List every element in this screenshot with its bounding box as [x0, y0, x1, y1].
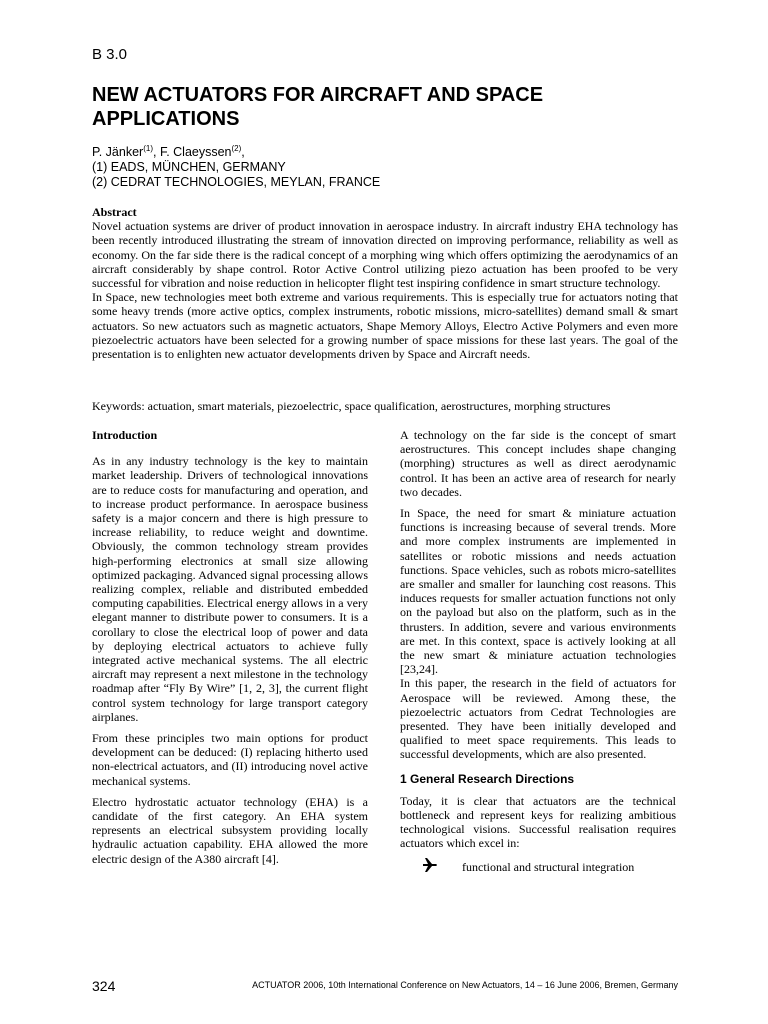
keywords: Keywords: actuation, smart materials, piezoelectric, space qualification, aerostructures, morphing structures	[92, 399, 611, 413]
airplane-icon	[422, 858, 462, 876]
author-line	[92, 145, 492, 160]
abstract-paragraph: Novel actuation systems are driver of product innovation in aerospace industry. In aircraft industry EHA technology has been recently introduced illustrating the stream of innovation directed on improving performance, reliability as well as economy. On the far side there is the radical concept of a morphing wing which offers optimizing the aerodynamics of an aircraft considerably by shape control. Rotor Active Control utilizing piezo actuation has been proofed to be very successful for vibration and noise reduction in helicopter flight test inspiring confidence in smart structure technology.	[92, 219, 678, 291]
author-separator: ,	[152, 145, 160, 159]
author-block	[92, 145, 492, 190]
section-heading: 1 General Research Directions	[400, 771, 575, 786]
body-paragraph: In Space, the need for smart & miniature actuation functions is increasing because of several trends. More and more complex instruments are implemented in satellites or robotic missions and needs actuation functions. Space vehicles, such as robots micro-satellites are smaller and smaller for launching cost reasons. This induces requests for smaller actuation functions not only on the payload but also on the platform, such as in the thrusters. In addition, severe and various environments are met. In this context, space is actively looking at all the new smart & miniature actuation technologies [23,24].	[400, 506, 676, 677]
author-affiliation-mark: (2)	[231, 143, 242, 153]
conference-footer: ACTUATOR 2006, 10th International Conference on New Actuators, 14 – 16 June 2006, Bremen, Germany	[252, 980, 678, 990]
right-column	[400, 428, 676, 876]
section-code: B 3.0	[92, 46, 128, 63]
abstract-paragraph: In Space, new technologies meet both extreme and various requirements. This is especially true for actuators noting that some heavy trends (more active optics, complex instruments, robotic missions, micro-satellites) demand small & smart actuators. So new actuators such as magnetic actuators, Shape Memory Alloys, Electro Active Polymers and even more piezoelectric actuators have been selected for a growing number of space missions for these last years. The goal of the presentation is to enlighten new actuator developments driven by Space and Aircraft needs.	[92, 290, 678, 362]
author-trailing-comma: ,	[241, 145, 245, 159]
body-paragraph: In this paper, the research in the field of actuators for Aerospace will be reviewed. Among these, the piezoelectric actuators from Cedrat Technologies are presented. They have been initially developed and qualified to meet space requirements. This leads to successful developments, which are also presented.	[400, 676, 676, 762]
introduction-heading: Introduction	[92, 428, 158, 442]
bullet-item	[400, 858, 676, 876]
author-affiliation-mark: (1)	[143, 143, 153, 153]
paper-title: NEW ACTUATORS FOR AIRCRAFT AND SPACE APPLICATIONS	[92, 84, 544, 130]
body-paragraph: As in any industry technology is the key to maintain market leadership. Drivers of technological innovations are to reduce costs for manufacturing and operation, and to increase product performance. In aerospace business safety is a major concern and there is high pressure to increase reliability, to reduce weight and downtime. Obviously, the common technology stream provides high-performing electronics at small size allowing optimized packaging. Advanced signal processing allows realizing complex, reliable and distributed embedded computing capabilities. Electrical energy allows in a very elegant manner to distribute power to consumers. It is a corollary to close the electrical loop of power and data by deploying electrical actuators to achieve fully integrated active mechanical systems. The all electric aircraft may represent a next milestone in the technology roadmap after “Fly By Wire” [1, 2, 3], the current flight control system technology for large transport category airplanes.	[92, 454, 368, 724]
affiliation-2: (2) CEDRAT TECHNOLOGIES, MEYLAN, FRANCE	[92, 175, 381, 189]
bullet-text: functional and structural integration	[462, 859, 635, 874]
body-paragraph: Electro hydrostatic actuator technology (EHA) is a candidate of the first category. An EHA system represents an electrical subsystem providing locally hydraulic actuation capability. EHA allowed the more electric design of the A380 aircraft [4].	[92, 794, 368, 866]
abstract-heading: Abstract	[92, 205, 137, 219]
author-name: P. Jänker	[92, 145, 144, 159]
body-paragraph: A technology on the far side is the concept of smart aerostructures. This concept includes shape changing (morphing) structures as well as direct aerodynamic control. It has been an active area of research for nearly two decades.	[400, 428, 676, 499]
author-name: F. Claeyssen	[159, 145, 232, 159]
left-column	[92, 428, 368, 873]
body-paragraph: Today, it is clear that actuators are the technical bottleneck and represent keys for realizing ambitious technological visions. Successful realisation requires actuators which excel in:	[400, 793, 676, 851]
body-paragraph: From these principles two main options for product development can be deduced: (I) replacing hitherto used non-electrical actuators, and (II) introducing novel active mechanical systems.	[92, 731, 368, 788]
abstract-block	[92, 205, 678, 361]
page-number: 324	[92, 978, 116, 994]
affiliation-1: (1) EADS, MÜNCHEN, GERMANY	[92, 160, 286, 174]
